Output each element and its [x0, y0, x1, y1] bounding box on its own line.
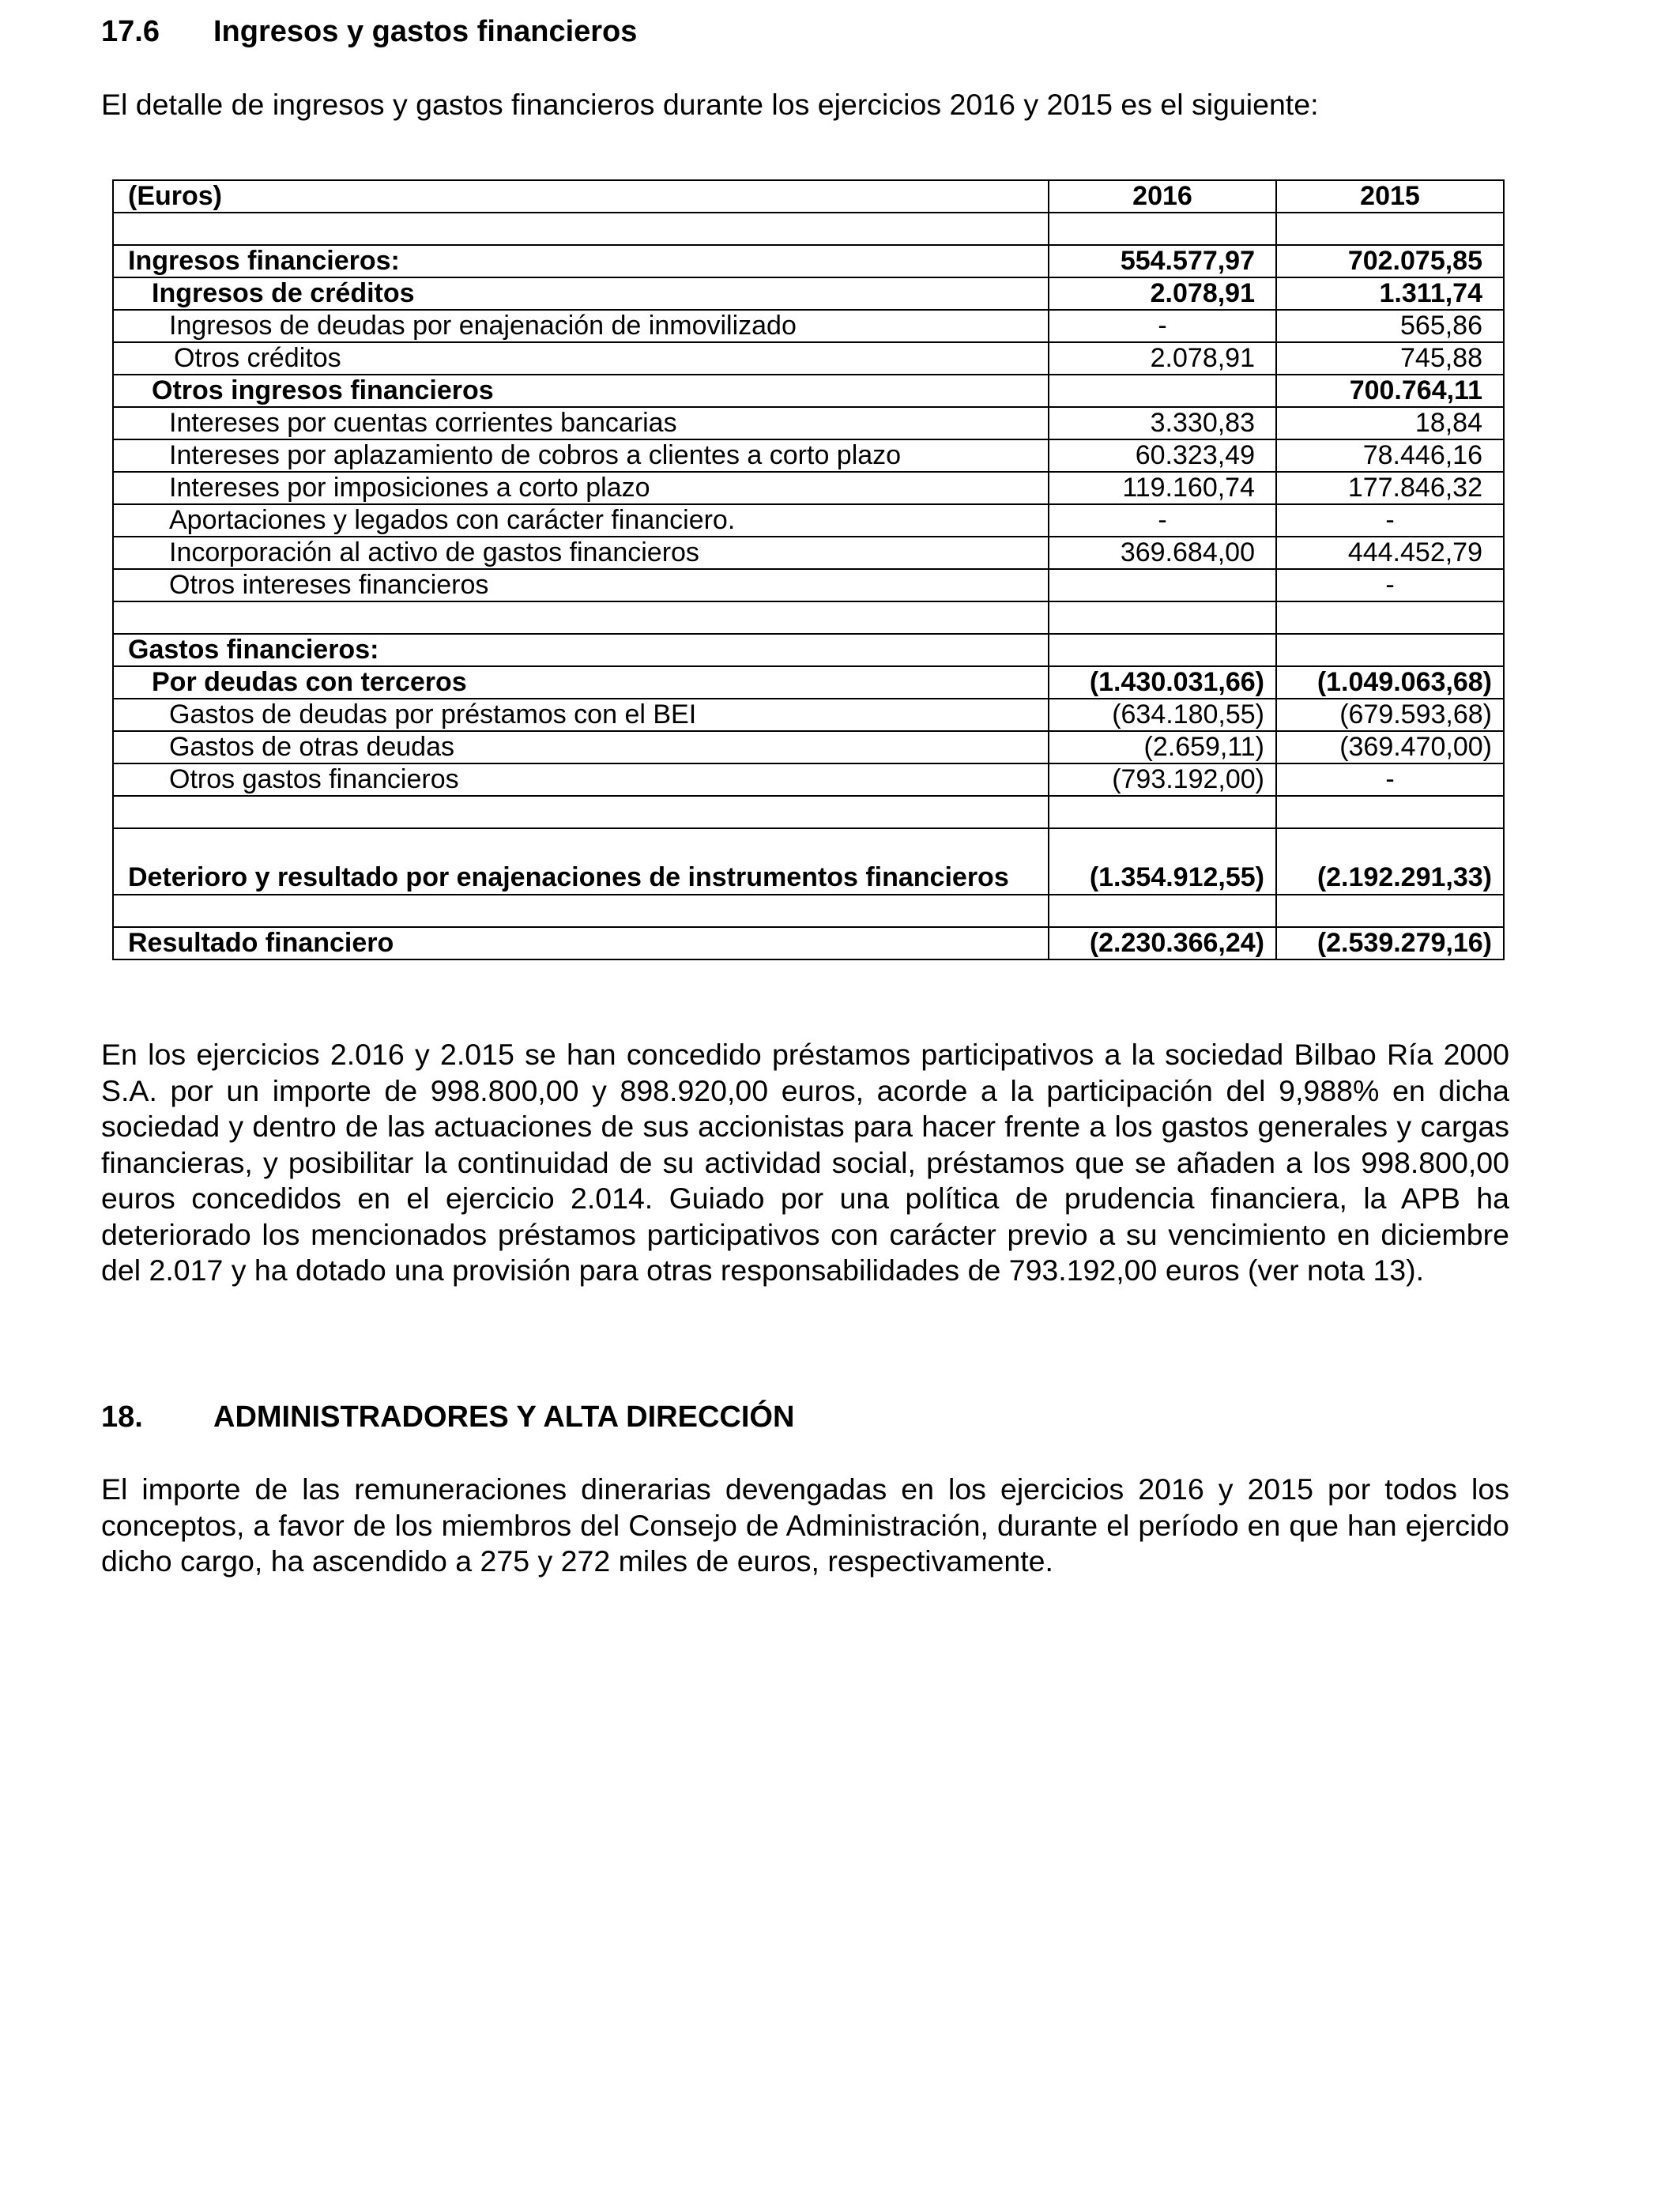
row-value-2015: (2.539.279,16): [1276, 927, 1504, 959]
row-value-2016: (1.430.031,66): [1049, 666, 1276, 699]
row-value-2016: [1049, 796, 1276, 828]
table-row: [113, 504, 1504, 537]
section-title: ADMINISTRADORES Y ALTA DIRECCIÓN: [213, 1400, 795, 1434]
header-2015: 2015: [1276, 180, 1504, 213]
row-label: Resultado financiero: [113, 927, 1049, 959]
row-value-2015: [1276, 601, 1504, 634]
row-label: Incorporación al activo de gastos financieros: [113, 537, 1049, 569]
table-row: [113, 569, 1504, 601]
row-label: Ingresos de deudas por enajenación de inmovilizado: [113, 310, 1049, 342]
row-label: Intereses por imposiciones a corto plazo: [113, 472, 1049, 504]
table-row: [113, 407, 1504, 439]
row-value-2016: (2.230.366,24): [1049, 927, 1276, 959]
row-value-2015: (2.192.291,33): [1276, 828, 1504, 895]
header-2016: 2016: [1049, 180, 1276, 213]
financial-table: [112, 179, 1505, 960]
table-row: [113, 310, 1504, 342]
row-value-2015: -: [1276, 569, 1504, 601]
row-value-2016: 2.078,91: [1049, 277, 1276, 310]
row-label: [113, 601, 1049, 634]
section-17-6-heading: [101, 14, 637, 49]
row-value-2015: [1276, 796, 1504, 828]
section-number: 17.6: [101, 15, 160, 48]
row-label: Gastos de deudas por préstamos con el BEI: [113, 699, 1049, 731]
table-row: [113, 245, 1504, 277]
row-value-2015: 444.452,79: [1276, 537, 1504, 569]
row-label: Intereses por cuentas corrientes bancarias: [113, 407, 1049, 439]
row-label: Intereses por aplazamiento de cobros a clientes a corto plazo: [113, 439, 1049, 472]
table-row: [113, 537, 1504, 569]
row-value-2016: (1.354.912,55): [1049, 828, 1276, 895]
row-value-2016: (793.192,00): [1049, 763, 1276, 796]
row-value-2015: [1276, 895, 1504, 927]
table-row: [113, 439, 1504, 472]
row-value-2015: 565,86: [1276, 310, 1504, 342]
row-value-2016: (634.180,55): [1049, 699, 1276, 731]
row-label: Ingresos financieros:: [113, 245, 1049, 277]
row-value-2016: -: [1049, 310, 1276, 342]
row-value-2016: [1049, 213, 1276, 245]
table-header-row: [113, 180, 1504, 213]
table-row: [113, 763, 1504, 796]
table-row: [113, 277, 1504, 310]
row-label: [113, 895, 1049, 927]
section-number: 18.: [101, 1400, 143, 1434]
table-row: [113, 927, 1504, 959]
row-label: Por deudas con terceros: [113, 666, 1049, 699]
row-value-2016: 2.078,91: [1049, 342, 1276, 375]
section-intro: El detalle de ingresos y gastos financieros durante los ejercicios 2016 y 2015 es el siguiente:: [101, 88, 1319, 121]
row-label: Otros intereses financieros: [113, 569, 1049, 601]
table-row: [113, 796, 1504, 828]
table-row: [113, 601, 1504, 634]
row-value-2015: (369.470,00): [1276, 731, 1504, 763]
row-value-2016: 369.684,00: [1049, 537, 1276, 569]
row-value-2015: -: [1276, 763, 1504, 796]
row-value-2015: 745,88: [1276, 342, 1504, 375]
row-value-2015: (679.593,68): [1276, 699, 1504, 731]
row-value-2015: 700.764,11: [1276, 375, 1504, 407]
row-value-2016: [1049, 895, 1276, 927]
section-18-heading: [101, 1400, 794, 1434]
row-value-2015: -: [1276, 504, 1504, 537]
row-value-2016: 554.577,97: [1049, 245, 1276, 277]
table-row: [113, 699, 1504, 731]
row-value-2015: 78.446,16: [1276, 439, 1504, 472]
table-row: [113, 828, 1504, 895]
table-row: [113, 731, 1504, 763]
row-label: Gastos financieros:: [113, 634, 1049, 666]
row-label: Otros ingresos financieros: [113, 375, 1049, 407]
header-label: (Euros): [113, 180, 1049, 213]
table-row: [113, 666, 1504, 699]
table-row: [113, 375, 1504, 407]
row-label: Otros créditos: [113, 342, 1049, 375]
row-label: Deterioro y resultado por enajenaciones de instrumentos financieros: [113, 828, 1049, 895]
row-label: Gastos de otras deudas: [113, 731, 1049, 763]
row-value-2016: [1049, 601, 1276, 634]
row-value-2016: [1049, 569, 1276, 601]
row-value-2016: -: [1049, 504, 1276, 537]
row-label: [113, 213, 1049, 245]
row-value-2015: 702.075,85: [1276, 245, 1504, 277]
row-value-2015: 177.846,32: [1276, 472, 1504, 504]
section-title: Ingresos y gastos financieros: [213, 15, 638, 48]
row-value-2015: [1276, 213, 1504, 245]
row-value-2016: 3.330,83: [1049, 407, 1276, 439]
row-label: [113, 796, 1049, 828]
row-value-2016: [1049, 375, 1276, 407]
row-value-2015: 18,84: [1276, 407, 1504, 439]
row-value-2015: [1276, 634, 1504, 666]
row-label: Ingresos de créditos: [113, 277, 1049, 310]
table-row: [113, 895, 1504, 927]
row-label: Aportaciones y legados con carácter financiero.: [113, 504, 1049, 537]
row-value-2016: [1049, 634, 1276, 666]
table-row: [113, 634, 1504, 666]
row-value-2016: 60.323,49: [1049, 439, 1276, 472]
table-row: [113, 472, 1504, 504]
section-18-text: El importe de las remuneraciones dinerarias devengadas en los ejercicios 2016 y 2015 por todos los conceptos, a favor de los miembros del Consejo de Administración, durante el período en que han ejercido dicho cargo, ha ascendido a 275 y 272 miles de euros, respectivamente.: [101, 1472, 1509, 1578]
table-row: [113, 342, 1504, 375]
loans-paragraph: En los ejercicios 2.016 y 2.015 se han concedido préstamos participativos a la sociedad Bilbao Ría 2000 S.A. por un importe de 998.800,00 y 898.920,00 euros, acorde a la participación del 9,988% en dicha sociedad y dentro de las actuaciones de sus accionistas para hacer frente a los gastos generales y cargas financieras, y posibilitar la continuidad de su actividad social, préstamos que se añaden a los 998.800,00 euros concedidos en el ejercicio 2.014. Guiado por una política de prudencia financiera, la APB ha deteriorado los mencionados préstamos participativos con carácter previo a su vencimiento en diciembre del 2.017 y ha dotado una provisión para otras responsabilidades de 793.192,00 euros (ver nota 13).: [101, 1038, 1509, 1287]
row-value-2015: 1.311,74: [1276, 277, 1504, 310]
row-value-2016: (2.659,11): [1049, 731, 1276, 763]
row-value-2016: 119.160,74: [1049, 472, 1276, 504]
row-value-2015: (1.049.063,68): [1276, 666, 1504, 699]
row-label: Otros gastos financieros: [113, 763, 1049, 796]
table-row: [113, 213, 1504, 245]
